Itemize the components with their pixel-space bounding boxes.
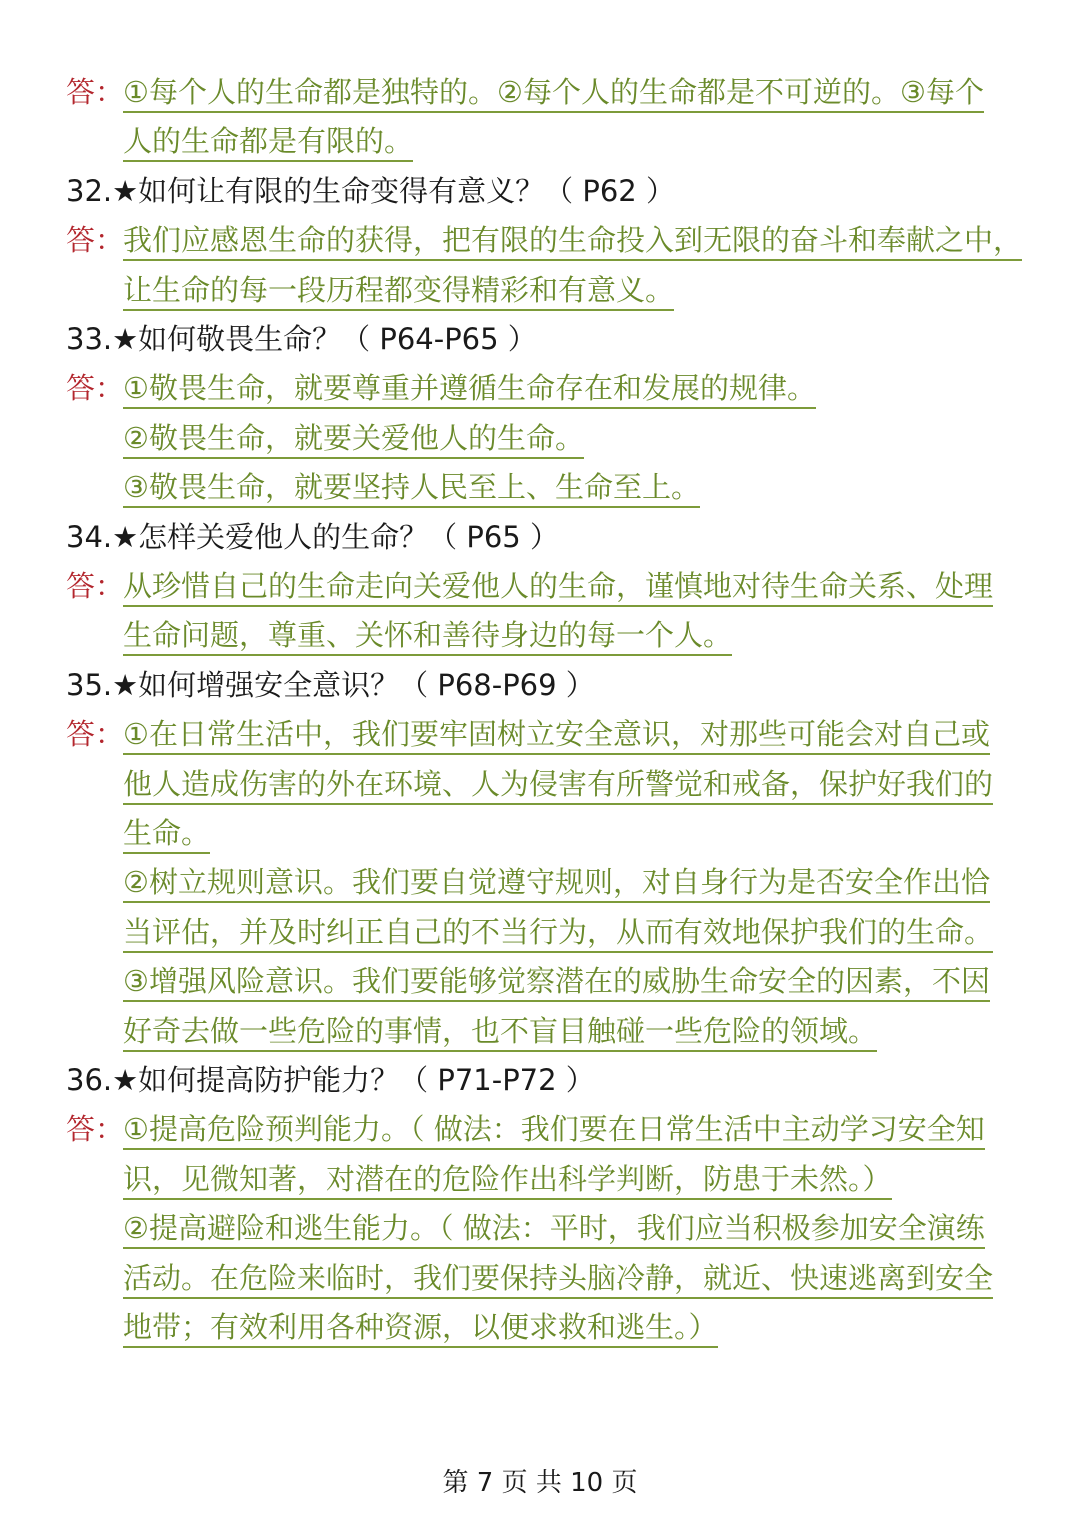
question-1: 32.★如何让有限的生命变得有意义？（ P62 ）	[66, 173, 675, 208]
answer-line: 我们应感恩生命的获得，把有限的生命投入到无限的奋斗和奉献之中，	[123, 222, 1022, 261]
question-7: 35.★如何增强安全意识？（ P68-P69 ）	[66, 667, 595, 702]
answer-label: 答：	[66, 717, 125, 752]
answer-line: 从珍惜自己的生命走向关爱他人的生命，谨慎地对待生命关系、处理	[123, 568, 993, 607]
answer-line: ③增强风险意识。我们要能够觉察潜在的威胁生命安全的因素，不因	[123, 963, 990, 1002]
answer-line: 当评估，并及时纠正自己的不当行为，从而有效地保护我们的生命。	[123, 914, 993, 953]
answer-line: ①提高危险预判能力。（ 做法：我们要在日常生活中主动学习安全知	[123, 1111, 985, 1150]
question-5: 34.★怎样关爱他人的生命？（ P65 ）	[66, 519, 559, 554]
answer-line: 识，见微知著，对潜在的危险作出科学判断，防患于未然。）	[123, 1161, 892, 1200]
question-3: 33.★如何敬畏生命？（ P64-P65 ）	[66, 322, 537, 356]
answer-line: 让生命的每一段历程都变得精彩和有意义。	[123, 272, 674, 311]
answer-label: 答：	[66, 75, 125, 109]
answer-line: 他人造成伤害的外在环境、人为侵害有所警觉和戒备，保护好我们的	[123, 766, 993, 805]
page-footer: 第 7 页 共 10 页	[442, 1468, 638, 1498]
question-9: 36.★如何提高防护能力？（ P71-P72 ）	[66, 1063, 595, 1097]
answer-line: 活动。在危险来临时，我们要保持头脑冷静，就近、快速逃离到安全	[123, 1260, 993, 1299]
answer-line: 地带；有效利用各种资源，以便求救和逃生。）	[123, 1309, 718, 1348]
answer-line: ①在日常生活中，我们要牢固树立安全意识，对那些可能会对自己或	[123, 716, 990, 755]
answer-line: ①敬畏生命，就要尊重并遵循生命存在和发展的规律。	[123, 370, 816, 409]
answer-line: 生命。	[123, 815, 210, 854]
answer-line: ②提高避险和逃生能力。（ 做法：平时，我们应当积极参加安全演练	[123, 1210, 985, 1249]
answer-label: 答：	[66, 1112, 125, 1147]
answer-line: ①每个人的生命都是独特的。②每个人的生命都是不可逆的。③每个	[123, 74, 984, 113]
answer-line: ③敬畏生命，就要坚持人民至上、生命至上。	[123, 469, 700, 508]
answer-line: ②树立规则意识。我们要自觉遵守规则，对自身行为是否安全作出恰	[123, 864, 990, 903]
answer-label: 答：	[66, 371, 125, 406]
answer-line: ②敬畏生命，就要关爱他人的生命。	[123, 420, 584, 459]
answer-line: 好奇去做一些危险的事情，也不盲目触碰一些危险的领域。	[123, 1013, 877, 1052]
answer-label: 答：	[66, 569, 125, 603]
answer-line: 生命问题，尊重、关怀和善待身边的每一个人。	[123, 617, 732, 656]
answer-label: 答：	[66, 223, 125, 258]
answer-line: 人的生命都是有限的。	[123, 123, 413, 162]
